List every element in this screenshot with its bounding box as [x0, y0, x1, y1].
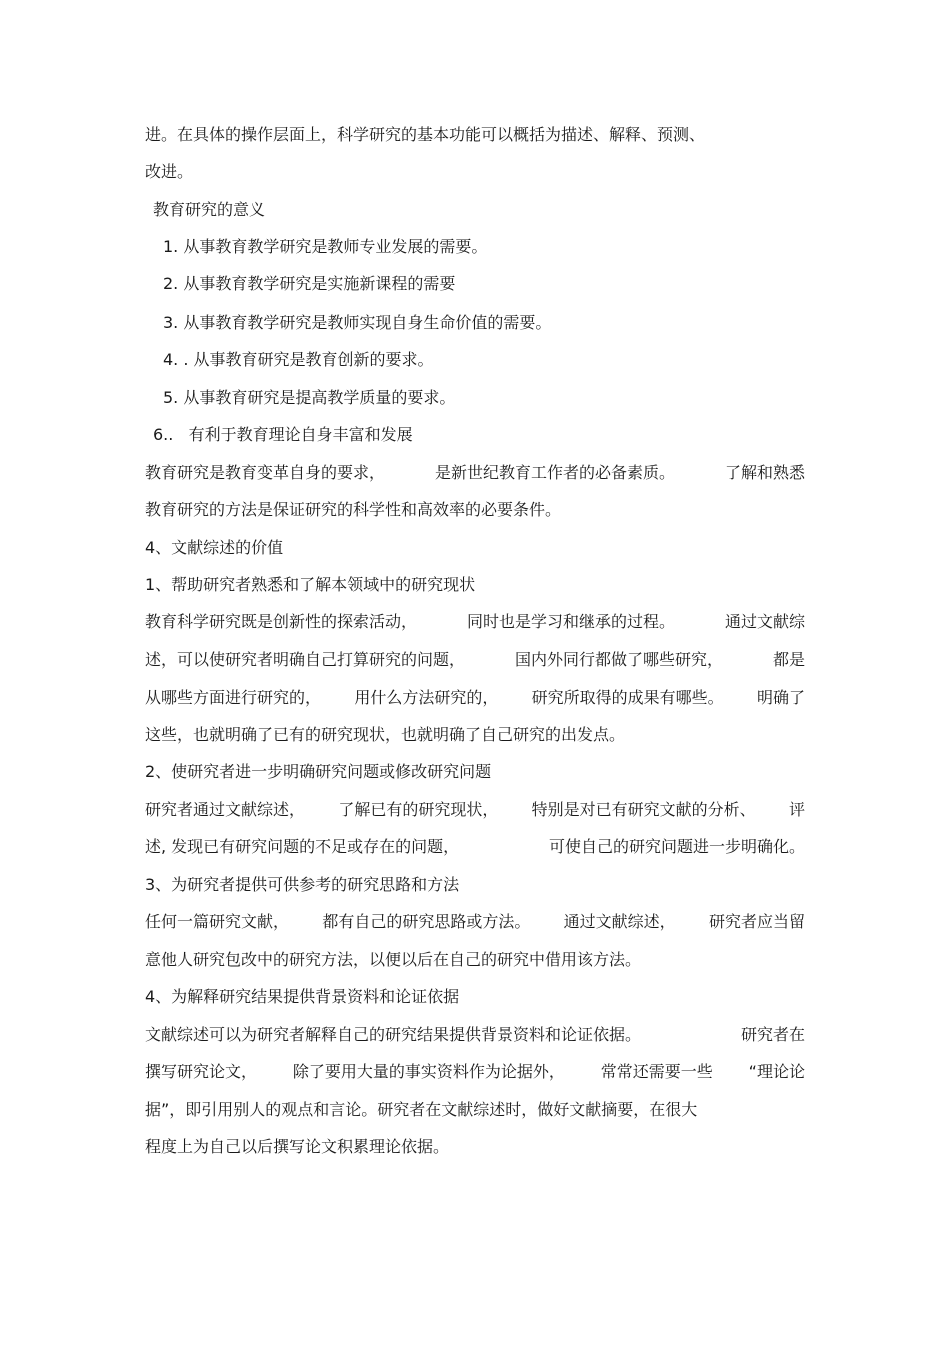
paragraph-line: 任何一篇研究文献， 都有自己的研究思路或方法。 通过文献综述， 研究者应当留	[145, 912, 805, 931]
paragraph-line: 程度上为自己以后撰写论文积累理论依据。	[145, 1137, 450, 1156]
list-item: 2. 从事教育教学研究是实施新课程的需要	[163, 274, 456, 293]
paragraph-line: 这些，也就明确了已有的研究现状，也就明确了自己研究的出发点。	[145, 725, 626, 744]
paragraph-line: 据”，即引用别人的观点和言论。研究者在文献综述时，做好文献摘要，在很大	[145, 1100, 698, 1119]
paragraph-line: 改进。	[145, 162, 194, 181]
paragraph-line: 研究者通过文献综述， 了解已有的研究现状， 特别是对已有研究文献的分析、 评	[145, 800, 805, 819]
paragraph-line: 文献综述可以为研究者解释自己的研究结果提供背景资料和论证依据。 研究者在	[145, 1025, 805, 1044]
list-item: 6.. 有利于教育理论自身丰富和发展	[153, 425, 413, 444]
subsection-title: 4、为解释研究结果提供背景资料和论证依据	[145, 987, 460, 1006]
subsection-title: 3、为研究者提供可供参考的研究思路和方法	[145, 875, 460, 894]
paragraph-line: 教育研究的方法是保证研究的科学性和高效率的必要条件。	[145, 500, 562, 519]
subsection-title: 1、帮助研究者熟悉和了解本领域中的研究现状	[145, 575, 476, 594]
section-heading: 教育研究的意义	[153, 200, 266, 219]
paragraph-line: 撰写研究论文， 除了要用大量的事实资料作为论据外， 常常还需要一些 “理论论	[145, 1062, 805, 1081]
paragraph-line: 述, 发现已有研究问题的不足或存在的问题， 可使自己的研究问题进一步明确化。	[145, 837, 805, 856]
subsection-title: 2、使研究者进一步明确研究问题或修改研究问题	[145, 762, 492, 781]
paragraph-line: 述，可以使研究者明确自己打算研究的问题， 国内外同行都做了哪些研究， 都是	[145, 650, 805, 669]
paragraph-line: 意他人研究包改中的研究方法，以便以后在自己的研究中借用该方法。	[145, 950, 642, 969]
list-item: 3. 从事教育教学研究是教师实现自身生命价值的需要。	[163, 313, 552, 332]
paragraph-line: 教育研究是教育变革自身的要求， 是新世纪教育工作者的必备素质。 了解和熟悉	[145, 463, 805, 482]
paragraph-line: 教育科学研究既是创新性的探索活动， 同时也是学习和继承的过程。 通过文献综	[145, 612, 805, 631]
section-heading: 4、文献综述的价值	[145, 538, 284, 557]
paragraph-line: 从哪些方面进行研究的， 用什么方法研究的， 研究所取得的成果有哪些。 明确了	[145, 688, 805, 707]
list-item: 4. . 从事教育研究是教育创新的要求。	[163, 350, 434, 369]
list-item: 5. 从事教育研究是提高教学质量的要求。	[163, 388, 456, 407]
paragraph-line: 进。在具体的操作层面上，科学研究的基本功能可以概括为描述、解释、预测、	[145, 125, 706, 144]
list-item: 1. 从事教育教学研究是教师专业发展的需要。	[163, 237, 488, 256]
